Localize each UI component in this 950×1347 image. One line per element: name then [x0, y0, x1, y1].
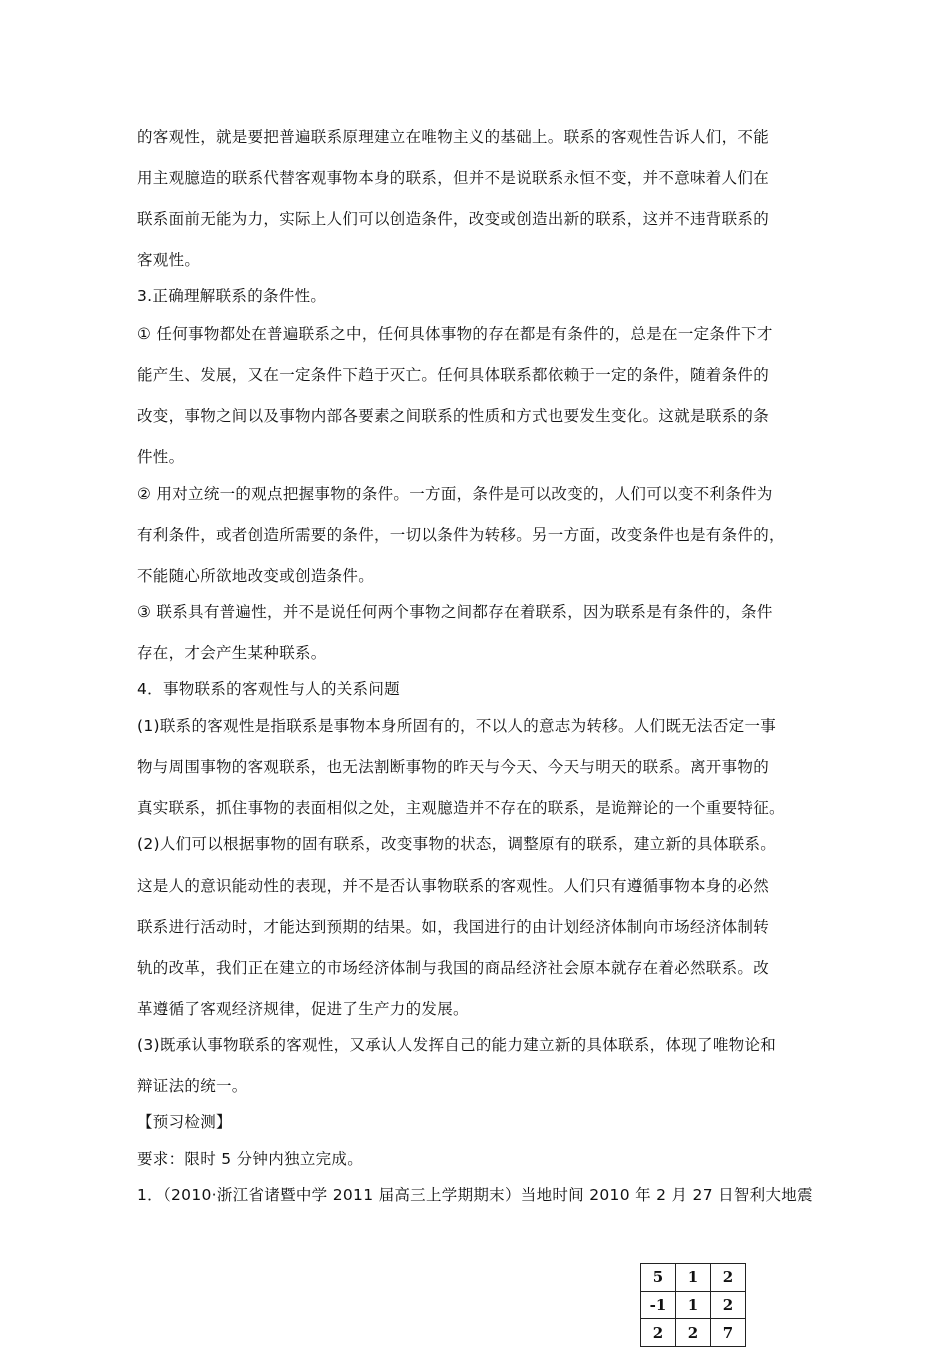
grid-cell: -1 — [641, 1291, 676, 1319]
text-line: ① 任何事物都处在普遍联系之中，任何具体事物的存在都是有条件的，总是在一定条件下才 — [137, 325, 773, 343]
grid-cell: 1 — [676, 1264, 711, 1292]
grid-cell: 1 — [676, 1291, 711, 1319]
text-line: 真实联系，抓住事物的表面相似之处，主观臆造并不存在的联系，是诡辩论的一个重要特征。 — [137, 799, 785, 817]
text-line: 的客观性，就是要把普遍联系原理建立在唯物主义的基础上。联系的客观性告诉人们，不能 — [137, 128, 770, 146]
grid-cell: 2 — [711, 1264, 746, 1292]
text-line: 物与周围事物的客观联系，也无法割断事物的昨天与今天、今天与明天的联系。离开事物的 — [137, 758, 770, 776]
text-line: 不能随心所欲地改变或创造条件。 — [137, 567, 375, 585]
grid-cell: 2 — [676, 1319, 711, 1347]
text-line: ② 用对立统一的观点把握事物的条件。一方面，条件是可以改变的，人们可以变不利条件为 — [137, 485, 773, 503]
text-line: 件性。 — [137, 448, 185, 466]
text-line: 革遵循了客观经济规律，促进了生产力的发展。 — [137, 1000, 469, 1018]
number-grid-image — [640, 1263, 746, 1347]
text-line: (1)联系的客观性是指联系是事物本身所固有的，不以人的意志为转移。人们既无法否定一事 — [137, 717, 777, 735]
text-line: 改变，事物之间以及事物内部各要素之间联系的性质和方式也要发生变化。这就是联系的条 — [137, 407, 770, 425]
text-line: 有利条件，或者创造所需要的条件，一切以条件为转移。另一方面，改变条件也是有条件的， — [137, 526, 785, 544]
requirement-line: 要求：限时 5 分钟内独立完成。 — [137, 1150, 364, 1168]
section-heading: 4．事物联系的客观性与人的关系问题 — [137, 680, 400, 698]
text-line: 联系面前无能为力，实际上人们可以创造条件，改变或创造出新的联系，这并不违背联系的 — [137, 210, 770, 228]
section-heading: 3.正确理解联系的条件性。 — [137, 287, 327, 305]
text-line: 联系进行活动时，才能达到预期的结果。如，我国进行的由计划经济体制向市场经济体制转 — [137, 918, 770, 936]
question-line: 1．（2010·浙江省诸暨中学 2011 届高三上学期期末）当地时间 2010 年 2 月 27 日智利大地震 — [137, 1186, 813, 1204]
grid-cell: 2 — [641, 1319, 676, 1347]
section-heading: 【预习检测】 — [137, 1113, 232, 1131]
text-line: 轨的改革，我们正在建立的市场经济体制与我国的商品经济社会原本就存在着必然联系。改 — [137, 959, 770, 977]
grid-cell: 7 — [711, 1319, 746, 1347]
text-line: (2)人们可以根据事物的固有联系，改变事物的状态，调整原有的联系，建立新的具体联系。 — [137, 835, 777, 853]
grid-cell: 5 — [641, 1264, 676, 1292]
text-line: 存在，才会产生某种联系。 — [137, 644, 327, 662]
text-line: ③ 联系具有普遍性，并不是说任何两个事物之间都存在着联系，因为联系是有条件的，条件 — [137, 603, 773, 621]
text-line: 用主观臆造的联系代替客观事物本身的联系，但并不是说联系永恒不变，并不意味着人们在 — [137, 169, 770, 187]
text-line: 能产生、发展，又在一定条件下趋于灭亡。任何具体联系都依赖于一定的条件，随着条件的 — [137, 366, 770, 384]
grid-cell: 2 — [711, 1291, 746, 1319]
text-line: 辩证法的统一。 — [137, 1077, 248, 1095]
text-line: 客观性。 — [137, 251, 201, 269]
text-line: 这是人的意识能动性的表现，并不是否认事物联系的客观性。人们只有遵循事物本身的必然 — [137, 877, 770, 895]
text-line: (3)既承认事物联系的客观性，又承认人发挥自己的能力建立新的具体联系，体现了唯物论和 — [137, 1036, 777, 1054]
